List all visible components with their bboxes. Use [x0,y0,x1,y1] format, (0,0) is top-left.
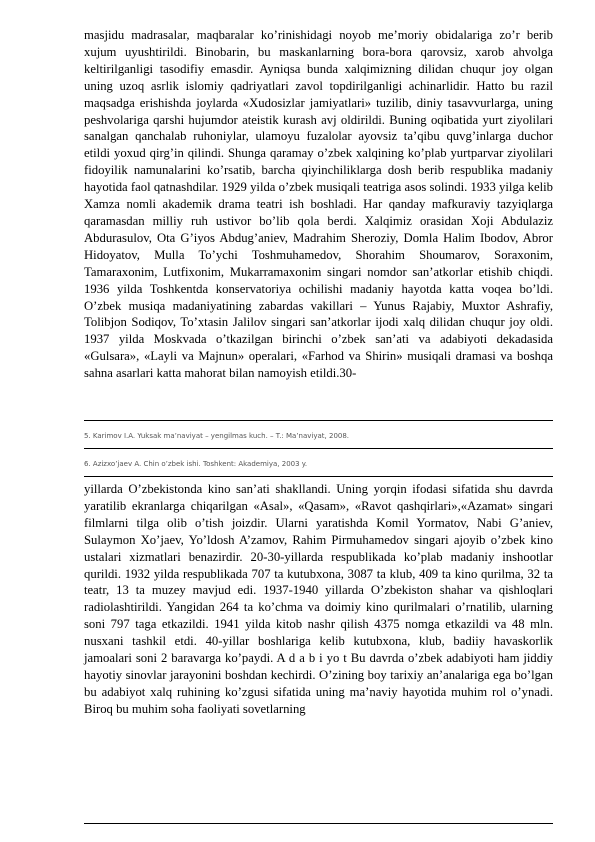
footnote-separator-rule [84,476,553,477]
body-paragraph-bottom: yillarda O’zbekistonda kino san’ati shakllandi. Uning yorqin ifodasi sifatida shu davrda yaratilib ekranlarga chiqarilgan «Asal», «Qasam», «Ravot qashqirlari»,«Azamat» singari filmlarni tilga olib o’tish joizdir. Ularni yaratishda Komil Yormatov, Nabi G’aniev, Sulaymon Xo’jaev, Yo’ldosh A’zamov, Rahim Pirmuhamedov singari ajoyib o’zbek kino ustalari xizmatlari benazirdir. 20-30-yillarda respublikada ko’plab madaniy inshootlar qurildi. 1932 yilda respublikada 707 ta kutubxona, 3087 ta klub, 409 ta kino qurilma, 32 ta teatr, 13 ta muzey mavjud edi. 1937-1940 yillarda O’zbekiston shahar va qishloqlari radiolashtirildi. Yangidan 264 ta ko’chma va doimiy kino qurilmalari o’rnatilib, ularning soni 797 taga etkazildi. 1941 yilda kitob nashr qilish 4375 nomga etkazildi va 48 mln. nusxani tashkil etdi. 40-yillar boshlariga kelib kutubxona, klub, badiiy havaskorlik jamoalari soni 2 baravarga ko’paydi. A d a b i yo t Bu davrda o’zbek adabiyoti ham jiddiy hayotiy sinovlar jarayonini boshdan kechirdi. O’zining boy tarixiy an’analariga ega bo’lgan bu adabiyot xalq ruhining ko’zgusi sifatida uning ma’naviy hayotida muhim rol o’ynadi. Biroq bu muhim soha faoliyati sovetlarning [84,482,553,716]
footnote-separator-rule [84,420,553,421]
footnote-5: 5. Karimov I.A. Yuksak ma’naviyat – yengilmas kuch. – T.: Ma’naviyat, 2008. [84,432,350,440]
footnote-6: 6. Azizxo’jaev A. Chin o’zbek ishi. Toshkent: Akademiya, 2003 y. [84,460,308,468]
page-bottom-rule [84,823,553,824]
footnote-separator-rule [84,448,553,449]
body-paragraph-top: masjidu madrasalar, maqbaralar ko’rinishidagi noyob me’moriy obidalariga zo’r berib xujum uyushtirildi. Binobarin, bu maskanlarning bora-bora qarovsiz, xarob ahvolga keltirilganligi tasodifiy emasdir. Ayniqsa bunda xalqimizning dilidan chuqur joy olgan uning uzoq asrlik islomiy qadriyatlari zavol topdirilganligi achinarlidir. Hatto bu razil maqsadga erishishda joylarda «Xudosizlar jamiyatlari» tuzilib, diniy tasavvurlarga, uning peshvolariga qarshi hujumdor ateistik kurash avj oldirildi. Buning oqibatida yurt ziyolilari sanalgan qanchalab ruhoniylar, ulamoyu fuzalolar ayovsiz ta’qibu quvg’inlarga duchor etildi yoxud qirg’in qilindi. Shunga qaramay o’zbek xalqining ko’plab yurtparvar ziyolilari fidoyilik namunalarini ko’rsatib, barcha qiyinchiliklarga dosh berib respublika madaniy hayotida faol qatnashdilar. 1929 yilda o’zbek musiqali teatriga asos solindi. 1933 yilga kelib Xamza nomli akademik drama teatri ish boshladi. Har qanday mafkuraviy tazyiqlarga qaramasdan milliy ruh ustivor bo’lib qola berdi. Xalqimiz orasidan Xoji Abdulaziz Abdurasulov, Ota G’iyos Abdug’aniev, Madrahim Sheroziy, Domla Halim Ibodov, Abror Hidoyatov, Mulla To’ychi Toshmuhamedov, Shorahim Shoumarov, Soraxonim, Tamaraxonim, Lutfixonim, Mukarramaxonim singari nomdor san’atkorlar etishib chiqdi. 1936 yilda Toshkentda konservatoriya ochilishi madaniy hayotda katta voqea bo’ldi. O’zbek musiqa madaniyatining zabardas vakillari – Yunus Rajabiy, Muxtor Ashrafiy, Tolibjon Sodiqov, To’xtasin Jalilov singari san’atkorlar ijodi xalq dilidan chuqur joy oldi. 1937 yilda Moskvada o’tkazilgan birinchi o’zbek san’ati va adabiyoti dekadasida «Gulsara», «Layli va Majnun» operalari, «Farhod va Shirin» musiqali dramasi va boshqa sahna asarlari katta mahorat bilan namoyish etildi.30- [84,28,553,381]
